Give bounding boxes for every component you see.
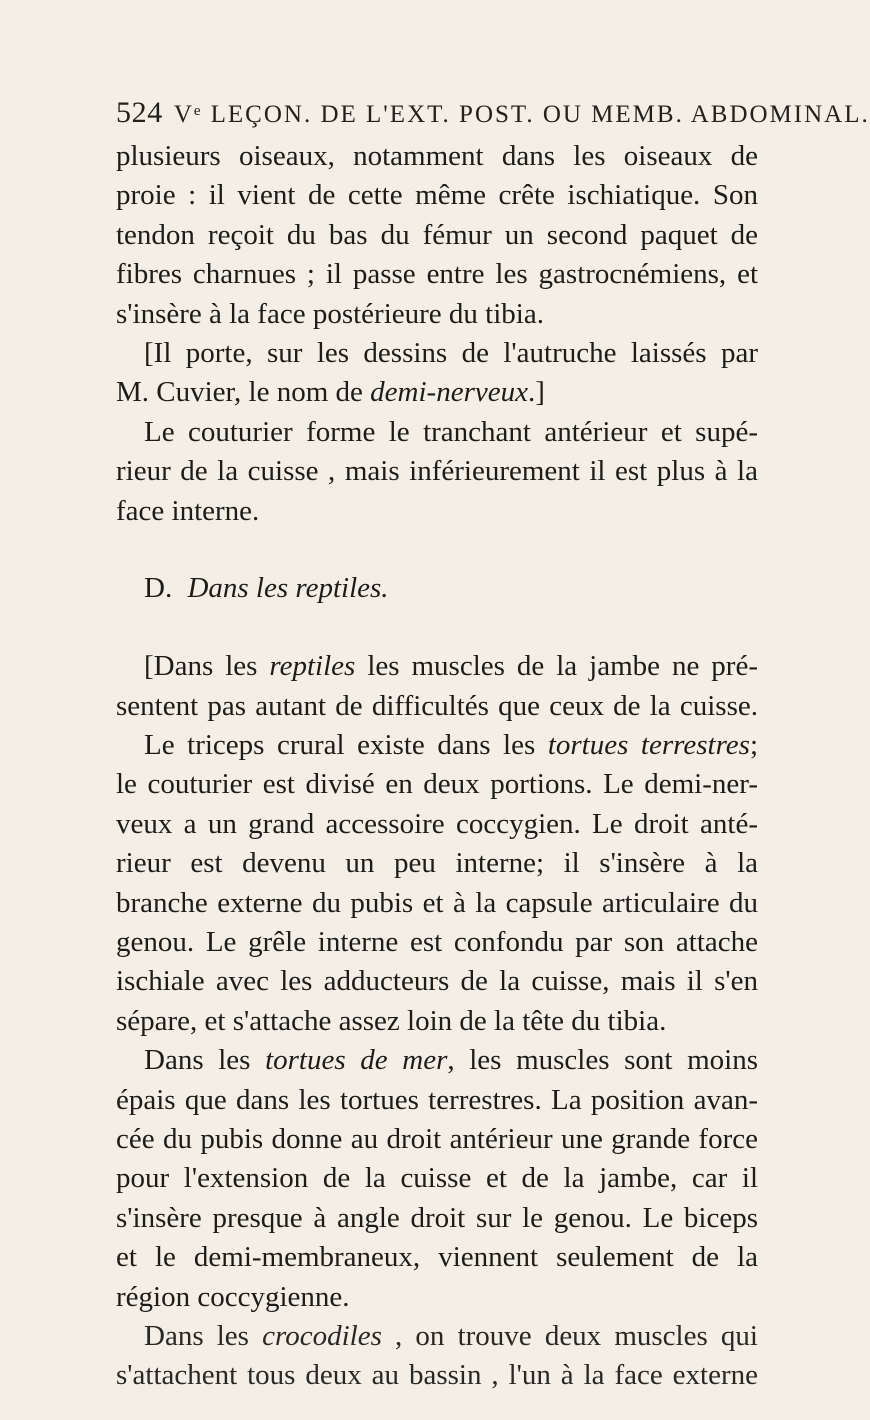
running-header: [116, 96, 870, 130]
text-line: Dans les tortues de mer, les muscles sont moins: [144, 1044, 758, 1077]
text-line: tendon reçoit du bas du fémur un second paquet de: [116, 218, 758, 251]
text-line: [Dans les reptiles les muscles de la jambe ne pré-: [144, 650, 758, 683]
text-line: rieur est devenu un peu interne; il s'insère à la: [116, 847, 758, 880]
text-line: proie : il vient de cette même crête ischiatique. Son: [116, 179, 758, 212]
text-line: le couturier est divisé en deux portions. Le demi-ner-: [116, 768, 758, 801]
text-line: branche externe du pubis et à la capsule articulaire du: [116, 886, 758, 919]
text-line: s'attachent tous deux au bassin , l'un à la face externe: [116, 1359, 758, 1392]
text-line: cée du pubis donne au droit antérieur une grande force: [116, 1122, 758, 1155]
text-line: ischiale avec les adducteurs de la cuisse, mais il s'en: [116, 965, 758, 998]
text-line-demi-nerveux: M. Cuvier, le nom de demi-nerveux.]: [116, 376, 545, 409]
text-line: Le couturier forme le tranchant antérieur et supé-: [144, 415, 758, 448]
running-title: Vᵉ LEÇON. DE L'EXT. POST. OU MEMB. ABDOMINAL.: [173, 101, 870, 128]
text-line: [Il porte, sur les dessins de l'autruche laissés par: [144, 336, 758, 369]
section-title: Dans les reptiles.: [187, 571, 389, 604]
section-heading: [116, 569, 758, 608]
text-line: Dans les crocodiles , on trouve deux muscles qui: [144, 1319, 758, 1352]
text-line: rieur de la cuisse , mais inférieurement il est plus à la: [116, 455, 758, 488]
text-line: plusieurs oiseaux, notamment dans les oiseaux de: [116, 140, 758, 172]
text-line: et le demi-membraneux, viennent seulement de la: [116, 1241, 758, 1274]
text-line: s'insère à la face postérieure du tibia.: [116, 297, 544, 330]
page-number: 524: [116, 96, 163, 129]
text-line: face interne.: [116, 494, 260, 527]
body-text-top: [116, 137, 758, 1396]
text-line: sépare, et s'attache assez loin de la tête du tibia.: [116, 1004, 667, 1037]
text-line: veux a un grand accessoire coccygien. Le droit anté-: [116, 807, 758, 840]
text-line: s'insère presque à angle droit sur le genou. Le biceps: [116, 1201, 758, 1234]
text-line: genou. Le grêle interne est confondu par son attache: [116, 926, 758, 959]
text-line: sentent pas autant de difficultés que ceux de la cuisse.: [116, 689, 758, 722]
section-letter: D.: [144, 571, 173, 604]
text-line: pour l'extension de la cuisse et de la jambe, car il: [116, 1162, 758, 1195]
text-line: épais que dans les tortues terrestres. La position avan-: [116, 1083, 758, 1116]
text-line: Le triceps crural existe dans les tortues terrestres;: [144, 729, 759, 762]
text-line: région coccygienne.: [116, 1280, 350, 1313]
text-line: fibres charnues ; il passe entre les gastrocnémiens, et: [116, 258, 758, 291]
